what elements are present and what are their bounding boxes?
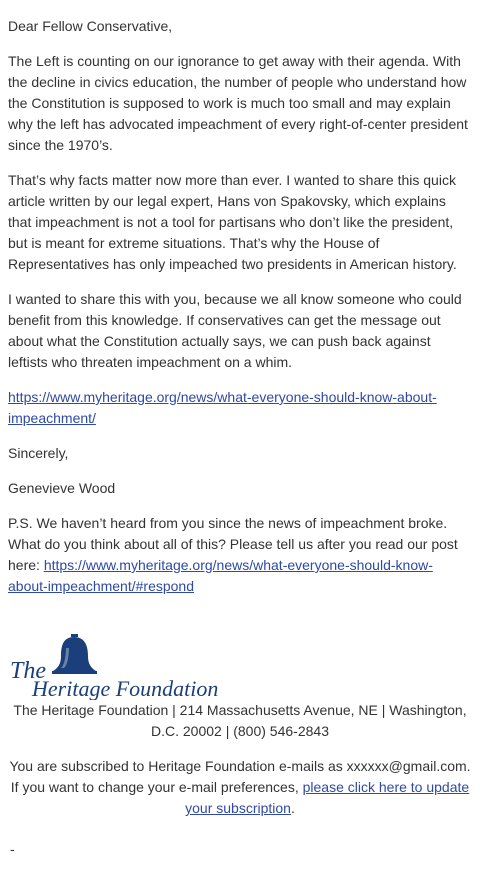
heritage-logo[interactable]: [8, 634, 472, 700]
body-paragraph-1: The Left is counting on our ignorance to get away with their agenda. With the decline in civics education, the number of people who understand how the Constitution is supposed to work is much too small and may explain why the left has advocated impeachment of every right-of-center president since the 1970’s.: [8, 53, 468, 153]
sign-off: Sincerely,: [8, 445, 69, 461]
footer-dash: -: [10, 841, 15, 857]
respond-link[interactable]: https://www.myheritage.org/news/what-everyone-should-know-about-impeachment/#respond: [8, 557, 433, 594]
logo-the-text: The: [10, 658, 46, 684]
signature: Genevieve Wood: [8, 480, 116, 496]
article-link[interactable]: https://www.myheritage.org/news/what-everyone-should-know-about-impeachment/: [8, 389, 437, 426]
body-paragraph-3: I wanted to share this with you, because we all know someone who could benefit from this knowledge. If conservatives can get the message out about what the Constitution actually says, we can push back against leftists who threaten impeachment on a whim.: [8, 291, 462, 370]
liberty-bell-logo-icon: [8, 634, 238, 700]
greeting: Dear Fellow Conservative,: [8, 18, 173, 34]
footer-address: The Heritage Foundation | 214 Massachusetts Avenue, NE | Washington, D.C. 20002 | (800) 546-2843: [13, 702, 467, 739]
article-link-paragraph: [8, 387, 472, 429]
postscript: [8, 513, 472, 597]
email-footer: [8, 634, 472, 819]
body-paragraph-2: That’s why facts matter now more than ever. I wanted to share this quick article written by our legal expert, Hans von Spakovsky, which explains that impeachment is not a tool for partisans who don’t like the president, but is meant for extreme situations. That’s why the House of Representatives has only impeached two presidents in American history.: [8, 172, 457, 272]
update-subscription-link[interactable]: please click here to update your subscription: [185, 779, 470, 816]
subscription-text: You are subscribed to Heritage Foundation e-mails as xxxxxx@gmail.com. If you want to change your e-mail preferences,: [9, 758, 471, 795]
postscript-text: P.S. We haven’t heard from you since the news of impeachment broke. What do you think about all of this? Please tell us after you read our post here:: [8, 515, 458, 573]
subscription-period: .: [290, 800, 295, 816]
subscription-notice: [8, 756, 472, 819]
logo-name-text: Heritage Foundation: [32, 676, 219, 700]
